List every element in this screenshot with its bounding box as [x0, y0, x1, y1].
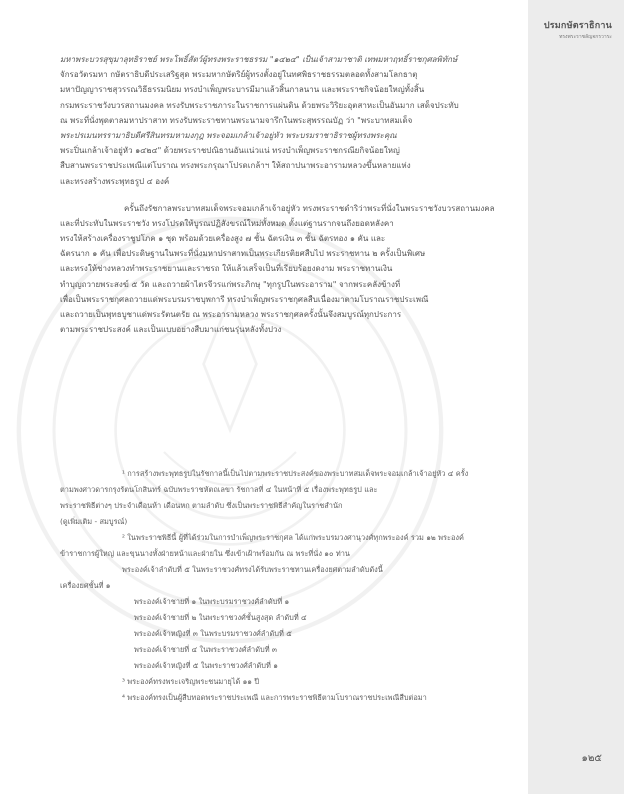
list-item: พระองค์เจ้าชายที่ ๒ ในพระราชวงศ์ชั้นสูงสุด ลำดับที่ ๔	[134, 613, 307, 622]
footnote-1	[60, 466, 536, 530]
footnote-line: (ดูเพิ่มเติม - สมบูรณ์)	[60, 517, 128, 526]
footnote-2	[60, 530, 536, 562]
text-line: พระปิ่นเกล้าเจ้าอยู่หัว ๑๔๒๔" ด้วยพระราชปณิธานอันแน่วแน่ ทรงบำเพ็ญพระราชกรณียกิจน้อยใหญ่	[60, 146, 400, 156]
footnote-5	[60, 690, 536, 706]
page-number: ๑๒๕	[581, 753, 602, 764]
footnote-line: ตามพงศาวดารกรุงรัตนโกสินทร์ ฉบับพระราชหัตถเลขา รัชกาลที่ ๔ ในหน้าที่ ๕ เรื่องพระพุทธรูป และ	[60, 485, 378, 494]
text-line: เพื่อเป็นพระราชกุศลถวายแด่พระบรมราชบุพการี ทรงบำเพ็ญพระราชกุศลสืบเนื่องมาตามโบราณราชประเพณี	[60, 294, 429, 304]
text-line: ทรงให้สร้างเครื่องราชูปโภค ๑ ชุด พร้อมด้วยเครื่องสูง ๗ ชั้น ฉัตรเงิน ๓ ชั้น ฉัตรทอง ๑ คัน และ	[60, 234, 386, 244]
text-line: และถวายเป็นพุทธบูชาแด่พระรัตนตรัย ณ พระอารามหลวง พระราชกุศลครั้งนั้นจึงสมบูรณ์ทุกประการ	[60, 310, 402, 319]
text-line: และทรงให้ช่างหลวงทำพระราชยานและราชรถ ให้แล้วเสร็จเป็นที่เรียบร้อยงดงาม พระราชทานเงิน	[60, 264, 393, 274]
header-subtitle: ทรงพระราชลัญจกรวาระ	[559, 34, 612, 40]
footnote-3	[60, 562, 536, 578]
text-line: ตามพระราชประสงค์ และเป็นแบบอย่างสืบมาแก่ชนรุ่นหลังทั้งปวง	[60, 325, 282, 335]
footnote-line: ⁴ พระองค์ทรงเป็นผู้สืบทอดพระราชประเพณี และการพระราชพิธีตามโบราณราชประเพณีสืบต่อมา	[122, 693, 427, 702]
text-line: มหาพระบวรสุขุมาลุทธิราชย์ พระโพธิ์สัตว์ผู้ทรงพระราชธรรม "๑๔๒๔" เป็นเจ้าสามาชาติ เทพมหาฤทธิ์ราชกุศลพิทักษ์	[60, 55, 458, 64]
paragraph-2	[60, 201, 536, 338]
footnote-line: พระราชพิธีต่างๆ ประจำเดือนห้า เดือนหก ตามลำดับ ซึ่งเป็นพระราชพิธีสำคัญในราชสำนัก	[60, 501, 343, 510]
footnote-line: พระองค์เจ้าลำดับที่ ๕ ในพระราชวงศ์ทรงได้รับพระราชทานเครื่องยศตามลำดับดังนี้	[122, 565, 383, 574]
running-header	[524, 18, 612, 41]
text-line: พระปรเมนทรรามาธิบดีศรีสินทรมหามงกุฎ พระจอมเกล้าเจ้าอยู่หัว พระบรมราชาธิราชผู้ทรงพระคุณ	[60, 130, 397, 140]
text-line: ฉัตรนาก ๑ คัน เพื่อประดิษฐานในพระที่นั่งมหาปราสาทเป็นพระเกียรติยศสืบไป พระราชทาน ๒ ครั้งเป็นพิเศษ	[60, 249, 426, 259]
footnote-line: เครื่องยศชั้นที่ ๑	[60, 581, 111, 590]
text-line: สืบสานพระราชประเพณีแต่โบราณ ทรงพระกรุณาโปรดเกล้าฯ ให้สถาปนาพระอารามหลวงขึ้นหลายแห่ง	[60, 161, 411, 171]
list-item: พระองค์เจ้าชายที่ ๔ ในพระราชวงศ์ลำดับที่ ๓	[134, 645, 277, 654]
footnote-line: ¹ การสร้างพระพุทธรูปในรัชกาลนี้เป็นไปตามพระราชประสงค์ของพระบาทสมเด็จพระจอมเกล้าเจ้าอยู่หัว ๔ ครั้ง	[122, 469, 469, 478]
body-text	[60, 52, 536, 337]
footnote-line: ² ในพระราชพิธีนี้ ผู้ที่ได้ร่วมในการบำเพ็ญพระราชกุศล ได้แก่พระบรมวงศานุวงศ์ทุกพระองค์ รวม ๑๒ พระองค์	[122, 533, 464, 542]
text-line: ณ พระที่นั่งพุดตาลมหาปราสาท ทรงรับพระราชทานพระนามจารึกในพระสุพรรณบัฏ ว่า "พระบาทสมเด็จ	[60, 115, 413, 125]
text-line: ครั้นถึงรัชกาลพระบาทสมเด็จพระจอมเกล้าเจ้าอยู่หัว ทรงพระราชดำริว่าพระที่นั่งในพระราชวังบวรสถานมงคล	[124, 203, 495, 213]
list-item: พระองค์เจ้าชายที่ ๑ ในพระบรมราชวงศ์ลำดับที่ ๑	[134, 597, 290, 606]
footnote-line: ข้าราชการผู้ใหญ่ และขุนนางทั้งฝ่ายหน้าและฝ่ายใน ซึ่งเข้าเฝ้าพร้อมกัน ณ พระที่นั่ง ๑๐ ท่าน	[60, 549, 350, 558]
list-item: พระองค์เจ้าหญิงที่ ๓ ในพระบรมราชวงศ์ลำดับที่ ๕	[134, 629, 292, 638]
list-item: พระองค์เจ้าหญิงที่ ๕ ในพระราชวงศ์ลำดับที่ ๑	[134, 661, 278, 670]
text-line: และที่ประทับในพระราชวัง ทรงโปรดให้บูรณปฏิสังขรณ์ใหม่ทั้งหมด ตั้งแต่ฐานรากจนถึงยอดหลังคา	[60, 218, 394, 228]
footnotes	[60, 466, 536, 706]
header-title: ปรมกษัตราธิกาน	[543, 21, 612, 31]
text-line: กรมพระราชวังบวรสถานมงคล ทรงรับพระราชภาระในราชการแผ่นดิน ด้วยพระวิริยะอุตสาหะเป็นอันมาก เสด็จประทับ	[60, 100, 459, 110]
footnote-list	[60, 578, 536, 674]
right-margin-strip	[528, 0, 624, 794]
text-line: มหาปัญญาราชสุวรรณวิธีธรรมนิยม ทรงบำเพ็ญพระบารมีมาแล้วสิ้นกาลนาน และพระราชกิจน้อยใหญ่ทั้งสิ้น	[60, 85, 425, 95]
footnote-4	[60, 674, 536, 690]
paragraph-1	[60, 52, 536, 189]
text-line: จักรอวัตรมหา กษัตราธิบดีประเสริฐสุด พระมหากษัตริย์ผู้ทรงตั้งอยู่ในทศพิธราชธรรมตลอดทั้งสามโลกธาตุ	[60, 70, 418, 80]
text-line: ทำบุญถวายพระสงฆ์ ๕ วัด และถวายผ้าไตรจีวรแก่พระภิกษุ "ทุกรูปในพระอาราม" จากพระคลังข้างที่	[60, 279, 401, 289]
footnote-line: ³ พระองค์ทรงพระเจริญพระชนมายุได้ ๑๑ ปี	[122, 677, 260, 686]
text-line: และทรงสร้างพระพุทธรูป ๔ องค์	[60, 176, 170, 186]
